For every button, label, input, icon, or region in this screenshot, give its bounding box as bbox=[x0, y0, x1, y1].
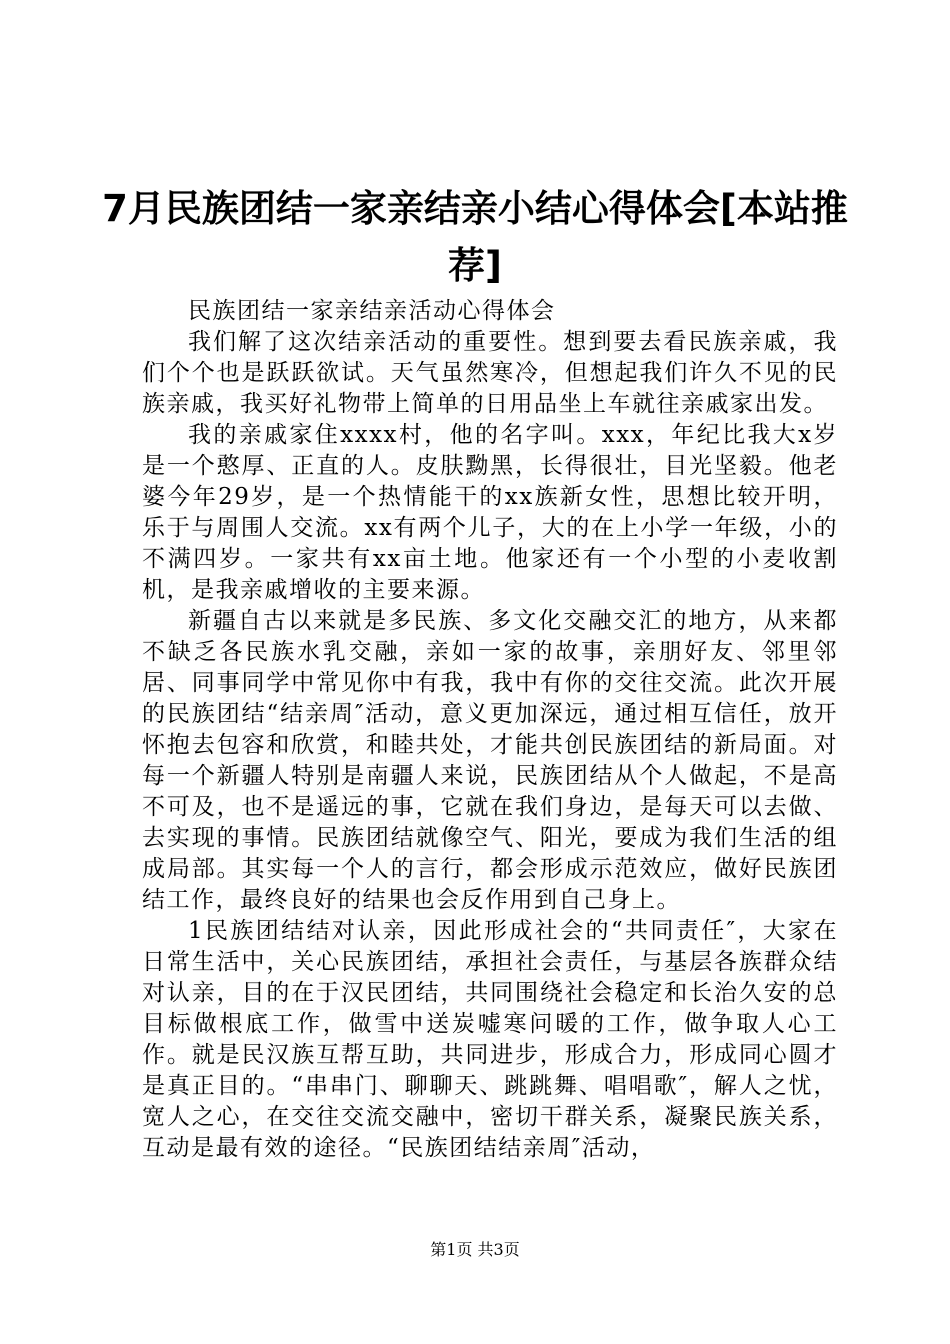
document-title: 7月民族团结一家亲结亲小结心得体会[本站推荐] bbox=[102, 187, 848, 287]
page-footer: 第1页 共3页 bbox=[430, 1240, 520, 1259]
document-body bbox=[142, 296, 838, 1164]
subtitle-paragraph: 民族团结一家亲结亲活动心得体会 bbox=[188, 298, 556, 324]
body-paragraph: 新疆自古以来就是多民族、多文化交融交汇的地方，从来都不缺乏各民族水乳交融，亲如一家的故事，亲朋好友、邻里邻居、同事同学中常见你中有我，我中有你的交往交流。此次开展的民族团结“结亲周″活动，意义更加深远，通过相互信任，放开怀抱去包容和欣赏，和睦共处，才能共创民族团结的新局面。对每一个新疆人特别是南疆人来说，民族团结从个人做起，不是高不可及，也不是遥远的事，它就在我们身边，是每天可以去做、去实现的事情。民族团结就像空气、阳光，要成为我们生活的组成局部。其实每一个人的言行，都会形成示范效应，做好民族团结工作，最终良好的结果也会反作用到自己身上。 bbox=[142, 608, 838, 913]
body-paragraph: 我的亲戚家住xxxx村，他的名字叫。xxx，年纪比我大x岁是一个憨厚、正直的人。皮肤黝黑，长得很壮，目光坚毅。他老婆今年29岁，是一个热情能干的xx族新女性，思想比较开明，乐于与周围人交流。xx有两个儿子，大的在上小学一年级，小的不满四岁。一家共有xx亩土地。他家还有一个小型的小麦收割机，是我亲戚增收的主要来源。 bbox=[142, 422, 838, 603]
body-paragraph: 1民族团结结对认亲，因此形成社会的“共同责任″，大家在日常生活中，关心民族团结，承担社会责任，与基层各族群众结对认亲，目的在于汉民团结，共同围绕社会稳定和长治久安的总目标做根底工作，做雪中送炭嘘寒问暖的工作，做争取人心工作。就是民汉族互帮互助，共同进步，形成合力，形成同心圆才是真正目的。“串串门、聊聊天、跳跳舞、唱唱歌″，解人之忧，宽人之心，在交往交流交融中，密切干群关系，凝聚民族关系，互动是最有效的途径。“民族团结结亲周″活动， bbox=[142, 918, 838, 1161]
body-paragraph: 我们解了这次结亲活动的重要性。想到要去看民族亲戚，我们个个也是跃跃欲试。天气虽然寒冷，但想起我们许久不见的民族亲戚，我买好礼物带上简单的日用品坐上车就往亲戚家出发。 bbox=[142, 329, 838, 417]
